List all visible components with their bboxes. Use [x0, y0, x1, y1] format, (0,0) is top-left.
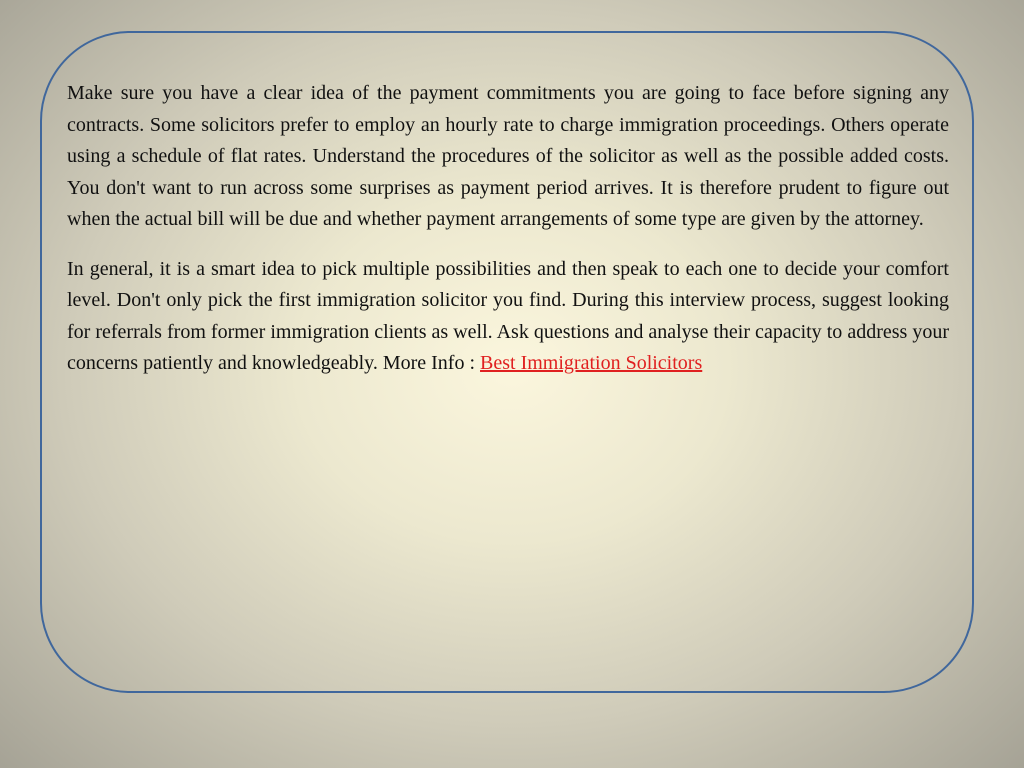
paragraph-choosing-solicitor: [67, 254, 949, 380]
paragraph-choosing-solicitor-text: In general, it is a smart idea to pick multiple possibilities and then speak to each one to decide your comfort level. Don't only pick the first immigration solicitor you find. During this interview process, suggest looking for referrals from former immigration clients as well. Ask questions and analyse their capacity to address your concerns patiently and knowledgeably.: [67, 257, 949, 374]
best-immigration-solicitors-link[interactable]: Best Immigration Solicitors: [480, 352, 703, 374]
slide-content: [67, 78, 949, 398]
more-info-label: More Info :: [382, 352, 481, 374]
paragraph-payment-commitments: Make sure you have a clear idea of the payment commitments you are going to face before signing any contracts. Some solicitors prefer to employ an hourly rate to charge immigration proceedings. Others operate using a schedule of flat rates. Understand the procedures of the solicitor as well as the possible added costs. You don't want to run across some surprises as payment period arrives. It is therefore prudent to figure out when the actual bill will be due and whether payment arrangements of some type are given by the attorney.: [67, 82, 949, 230]
